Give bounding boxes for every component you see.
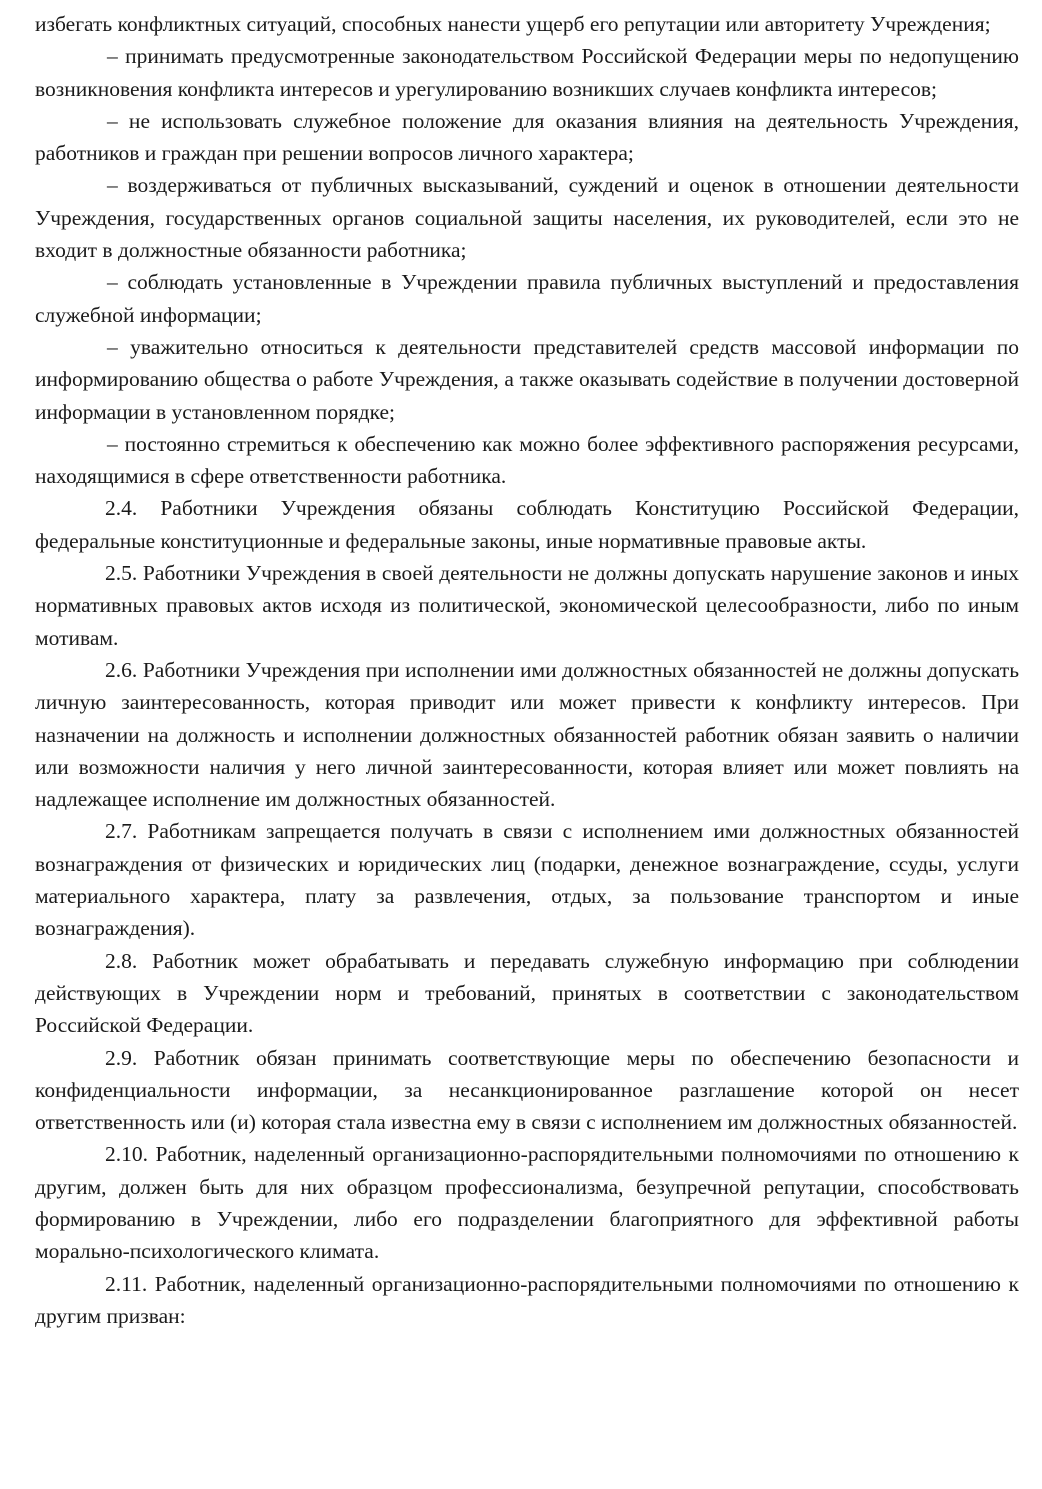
bullet-item: – постоянно стремиться к обеспечению как можно более эффективного распоряжения ресурсами, находящимися в сфере ответственности работника. <box>35 431 1019 489</box>
paragraph-2-6: 2.6. Работники Учреждения при исполнении ими должностных обязанностей не должны допускать личную заинтересованность, которая приводит или может привести к конфликту интересов. При назначении на должность и исполнении должностных обязанностей работник обязан заявить о наличии или возможности наличия у него личной заинтересованности, которая влияет или может повлиять на надлежащее исполнение им должностных обязанностей. <box>35 657 1019 812</box>
paragraph-2-11: 2.11. Работник, наделенный организационно-распорядительными полномочиями по отношению к другим призван: <box>35 1271 1019 1328</box>
bullet-item: – не использовать служебное положение для оказания влияния на деятельность Учреждения, работников и граждан при решении вопросов личного характера; <box>35 108 1019 166</box>
paragraph-2-8: 2.8. Работник может обрабатывать и передавать служебную информацию при соблюдении действующих в Учреждении норм и требований, принятых в соответствии с законодательством Российской Федерации. <box>35 948 1019 1038</box>
paragraph-2-7: 2.7. Работникам запрещается получать в связи с исполнением ими должностных обязанностей вознаграждения от физических и юридических лиц (подарки, денежное вознаграждение, ссуды, услуги материального характера, плату за развлечения, отдых, за пользование транспортом и иные вознаграждения). <box>35 819 1019 941</box>
continuation-text: избегать конфликтных ситуаций, способных нанести ущерб его репутации или авторитету Учреждения; <box>35 12 991 36</box>
bullet-item: – принимать предусмотренные законодательством Российской Федерации меры по недопущению возникновения конфликта интересов и урегулированию возникших случаев конфликта интересов; <box>35 44 1019 101</box>
paragraph-2-9: 2.9. Работник обязан принимать соответствующие меры по обеспечению безопасности и конфиденциальности информации, за несанкционированное разглашение которой он несет ответственность или (и) которая стала известна ему в связи с исполнением им должностных обязанностей. <box>35 1045 1019 1135</box>
document-page <box>35 8 1019 1332</box>
paragraph-2-5: 2.5. Работники Учреждения в своей деятельности не должны допускать нарушение законов и иных нормативных правовых актов исходя из политической, экономической целесообразности, либо по иным мотивам. <box>35 561 1019 650</box>
bullet-item: – уважительно относиться к деятельности представителей средств массовой информации по информированию общества о работе Учреждения, а также оказывать содействие в получении достоверной информации в установленном порядке; <box>35 334 1019 424</box>
paragraph-2-4: 2.4. Работники Учреждения обязаны соблюдать Конституцию Российской Федерации, федеральные конституционные и федеральные законы, иные нормативные правовые акты. <box>35 496 1019 553</box>
paragraph-2-10: 2.10. Работник, наделенный организационно-распорядительными полномочиями по отношению к другим, должен быть для них образцом профессионализма, безупречной репутации, способствовать формированию в Учреждении, либо его подразделении благоприятного для эффективной работы морально-психологического климата. <box>35 1142 1019 1264</box>
bullet-item: – соблюдать установленные в Учреждении правила публичных выступлений и предоставления служебной информации; <box>35 270 1019 327</box>
bullet-item: – воздерживаться от публичных высказываний, суждений и оценок в отношении деятельности Учреждения, государственных органов социальной защиты населения, их руководителей, если это не входит в должностные обязанности работника; <box>35 173 1019 263</box>
